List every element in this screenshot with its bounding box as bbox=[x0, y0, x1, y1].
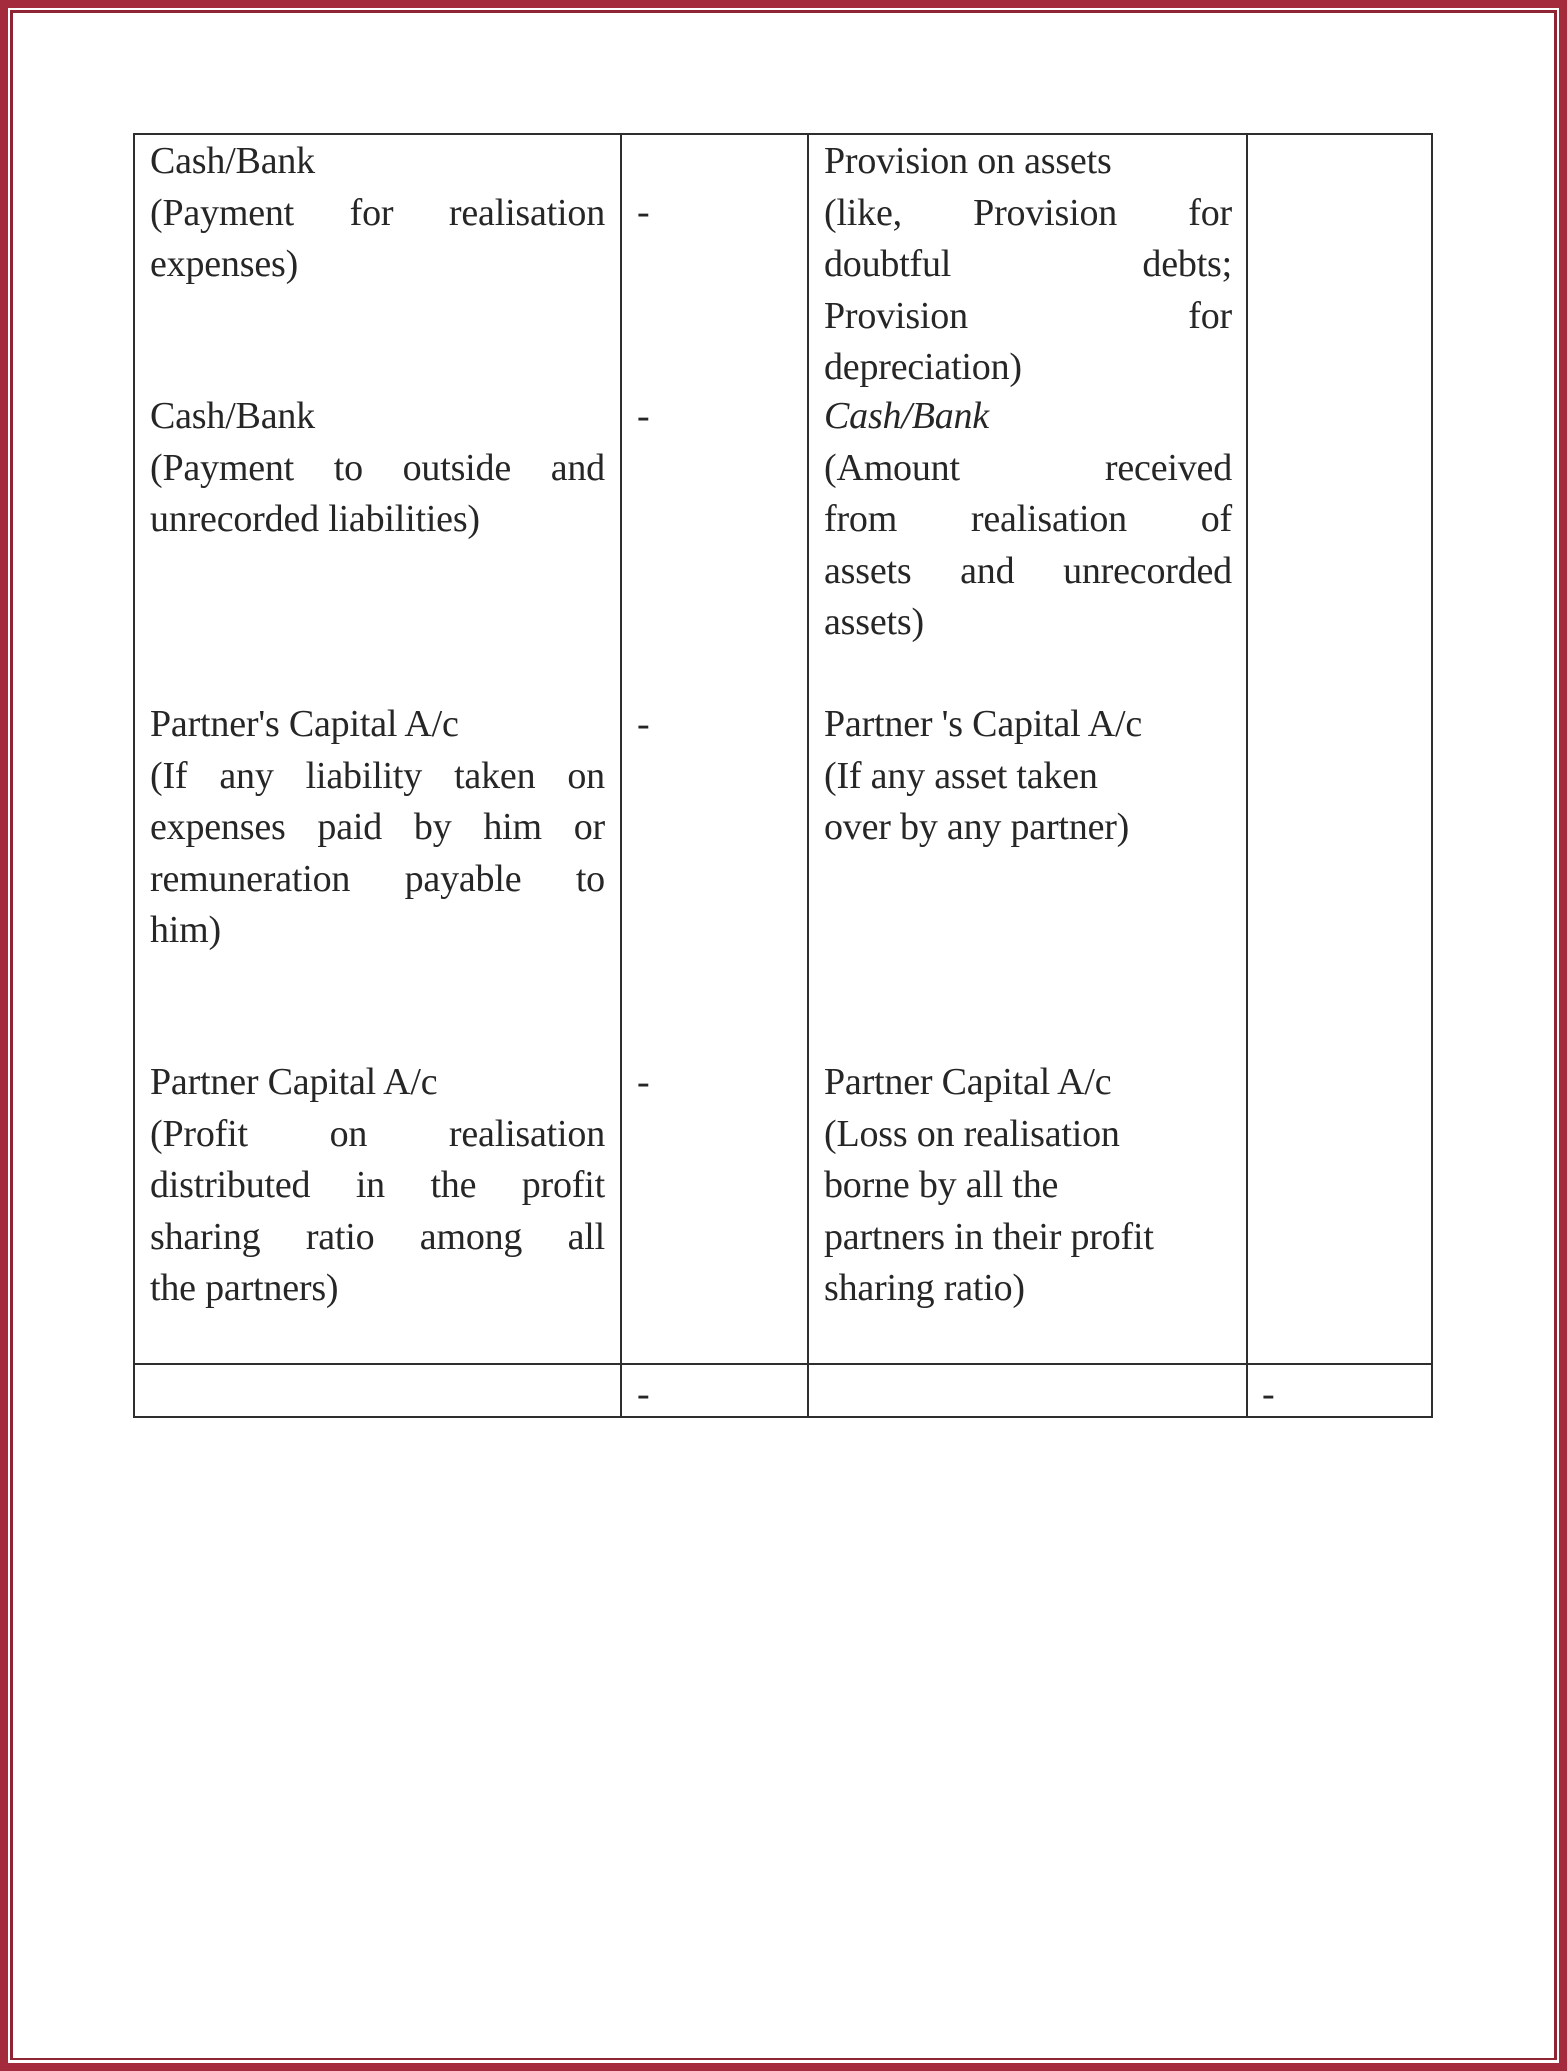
entry-description-line: the partners) bbox=[150, 1267, 339, 1309]
debit-amount-divider bbox=[620, 133, 622, 1418]
debit-total-amount: - bbox=[637, 1373, 650, 1415]
entry-description-line: unrecorded liabilities) bbox=[150, 498, 480, 540]
entry-description-line: doubtful debts; bbox=[824, 243, 1232, 285]
total-row-divider bbox=[133, 1363, 1433, 1365]
entry-description-line: assets and unrecorded bbox=[824, 549, 1232, 592]
debit-amount-1: - bbox=[637, 191, 650, 233]
entry-description-line: Provision for bbox=[824, 294, 1232, 337]
entry-description-line: depreciation) bbox=[824, 346, 1022, 388]
debit-entry-partner-capital-profit bbox=[150, 1057, 605, 1315]
debit-amount-3: - bbox=[637, 703, 650, 745]
credit-amount-divider bbox=[1246, 133, 1248, 1418]
entry-description-line: expenses) bbox=[150, 243, 299, 285]
entry-description-line: (Payment for realisation bbox=[150, 191, 605, 234]
entry-description-line: (like, Provision for bbox=[824, 191, 1232, 234]
entry-description-line: partners in their profit bbox=[824, 1215, 1154, 1258]
entry-account: Partner 's Capital A/c bbox=[824, 703, 1142, 745]
table-bottom-border bbox=[133, 1416, 1433, 1418]
entry-description-line: over by any partner) bbox=[824, 806, 1130, 848]
entry-description-line: (Amount received bbox=[824, 446, 1232, 489]
entry-description-line: (Profit on realisation bbox=[150, 1112, 605, 1155]
entry-description-line: him) bbox=[150, 909, 221, 951]
entry-description-line: sharing ratio) bbox=[824, 1267, 1025, 1309]
entry-description-line: (If any asset taken bbox=[824, 754, 1098, 797]
debit-entry-partner-capital-liability bbox=[150, 699, 605, 957]
entry-description-line: remuneration payable to bbox=[150, 857, 605, 900]
entry-description-line: assets) bbox=[824, 601, 924, 643]
table-right-border bbox=[1431, 133, 1433, 1418]
entry-account: Cash/Bank bbox=[150, 395, 315, 437]
entry-description-line: (If any liability taken on bbox=[150, 754, 605, 797]
debit-amount-4: - bbox=[637, 1061, 650, 1103]
credit-entry-partner-capital-loss bbox=[824, 1057, 1232, 1315]
entry-account: Provision on assets bbox=[824, 140, 1112, 182]
entry-description-line: (Loss on realisation bbox=[824, 1112, 1120, 1155]
entry-description-line: distributed in the profit bbox=[150, 1164, 605, 1206]
entry-account: Partner's Capital A/c bbox=[150, 703, 459, 745]
entry-description-line: expenses paid by him or bbox=[150, 806, 605, 848]
credit-entry-cash-realisation bbox=[824, 391, 1232, 649]
debit-entry-cash-outside-liabilities bbox=[150, 391, 605, 546]
credit-particulars-divider bbox=[807, 133, 809, 1418]
entry-account: Partner Capital A/c bbox=[150, 1061, 438, 1103]
credit-entry-provision-on-assets bbox=[824, 136, 1232, 394]
entry-description-line: from realisation of bbox=[824, 498, 1232, 540]
realisation-account-table bbox=[133, 133, 1433, 1418]
table-top-border bbox=[133, 133, 1433, 135]
credit-total-amount: - bbox=[1262, 1373, 1275, 1415]
entry-account: Cash/Bank bbox=[150, 140, 315, 182]
entry-description-line: borne by all the bbox=[824, 1164, 1059, 1206]
entry-description-line: (Payment to outside and bbox=[150, 446, 605, 489]
entry-description-line: sharing ratio among all bbox=[150, 1215, 605, 1258]
debit-entry-cash-realisation-expenses bbox=[150, 136, 605, 291]
credit-entry-partner-capital-asset bbox=[824, 699, 1232, 854]
entry-account: Partner Capital A/c bbox=[824, 1061, 1112, 1103]
table-left-border bbox=[133, 133, 135, 1418]
entry-account: Cash/Bank bbox=[824, 395, 989, 437]
debit-amount-2: - bbox=[637, 395, 650, 437]
